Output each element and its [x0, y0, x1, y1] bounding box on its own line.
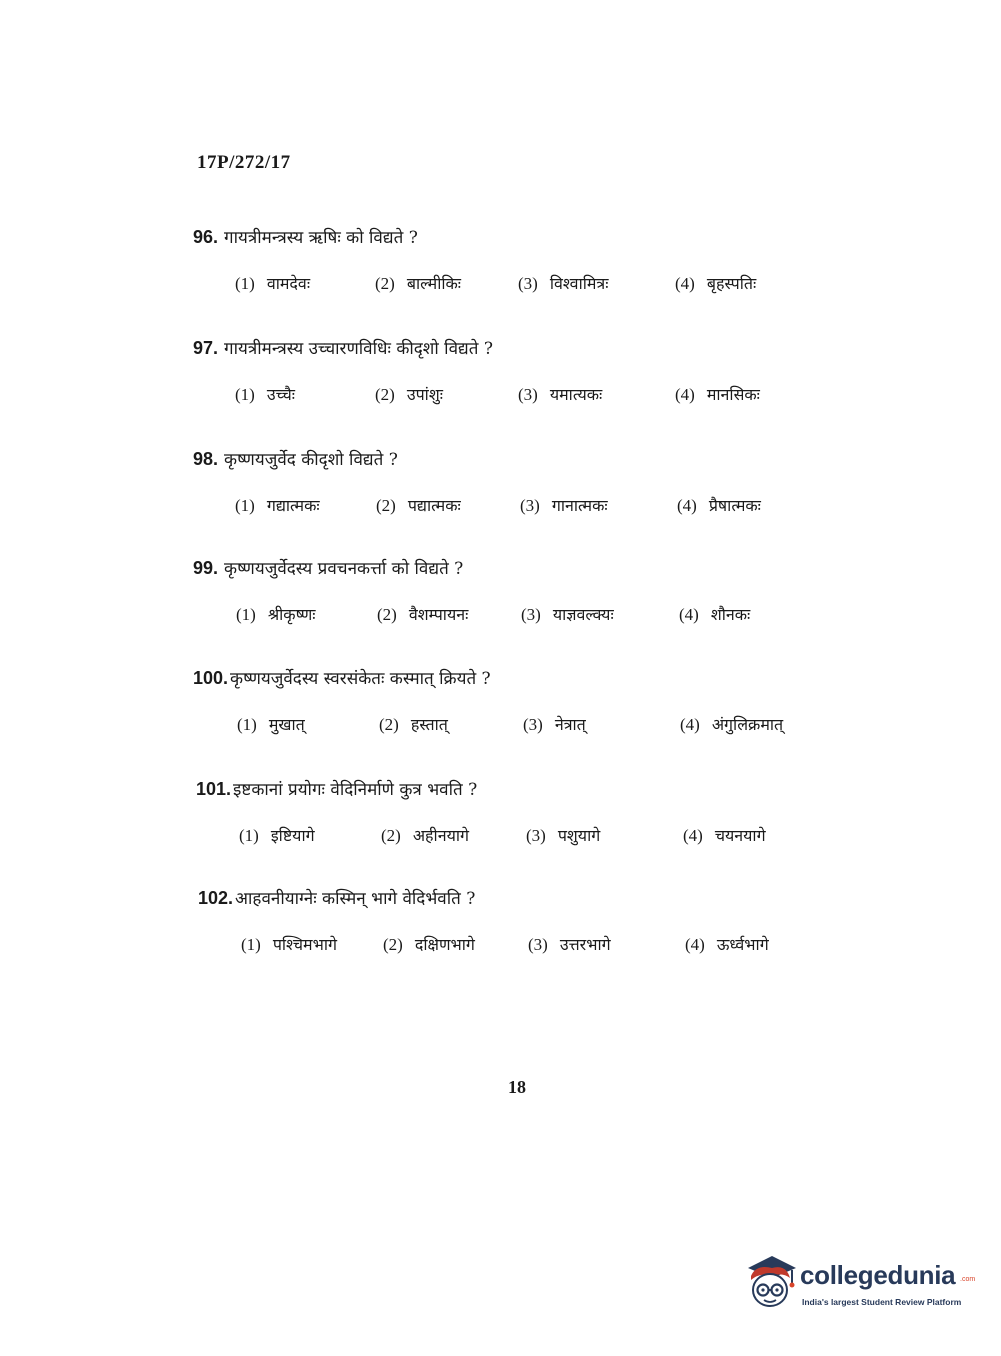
- options-row: [193, 603, 873, 631]
- options-row: [196, 824, 876, 852]
- option-1: [237, 713, 305, 735]
- options-row: [198, 933, 878, 961]
- option-text: अंगुलिक्रमात्: [711, 715, 784, 734]
- option-text: अहीनयागे: [412, 826, 470, 845]
- option-number: (2): [377, 605, 397, 624]
- option-number: (2): [379, 715, 399, 734]
- option-text: उपांशुः: [406, 385, 443, 404]
- option-3: [518, 272, 608, 294]
- page-number: 18: [508, 1077, 526, 1097]
- option-number: (4): [675, 385, 695, 404]
- option-text: बाल्मीकिः: [406, 274, 462, 293]
- question-99: [193, 556, 873, 631]
- option-text: विश्वामित्रः: [549, 274, 609, 293]
- option-text: मुखात्: [268, 715, 305, 734]
- option-number: (1): [235, 274, 255, 293]
- question-text: गायत्रीमन्त्रस्य उच्चारणविधिः कीदृशो विद्यते ?: [224, 339, 493, 359]
- option-1: [241, 933, 337, 955]
- brand-domain-suffix: .com: [960, 1276, 976, 1283]
- option-text: इष्टियागे: [270, 826, 315, 845]
- question-stem: [193, 556, 873, 581]
- question-100: [193, 666, 873, 741]
- option-number: (1): [235, 496, 255, 515]
- question-stem: [193, 666, 873, 691]
- option-3: [518, 383, 602, 405]
- option-text: मानसिकः: [706, 385, 760, 404]
- option-2: [375, 272, 461, 294]
- option-number: (2): [375, 385, 395, 404]
- option-text: हस्तात्: [410, 715, 448, 734]
- option-number: (4): [685, 935, 705, 954]
- option-number: (3): [518, 274, 538, 293]
- option-number: (3): [520, 496, 540, 515]
- option-text: उत्तरभागे: [559, 935, 611, 954]
- option-2: [377, 603, 468, 625]
- option-number: (3): [521, 605, 541, 624]
- question-number: 98.: [193, 449, 219, 469]
- option-4: [683, 824, 766, 846]
- option-text: उच्चैः: [266, 385, 296, 404]
- option-3: [526, 824, 600, 846]
- question-number: 99.: [193, 558, 219, 578]
- question-97: [193, 336, 873, 411]
- option-1: [236, 603, 316, 625]
- option-number: (3): [528, 935, 548, 954]
- option-number: (2): [375, 274, 395, 293]
- question-text: आहवनीयाग्नेः कस्मिन् भागे वेदिर्भवति ?: [235, 889, 476, 909]
- option-number: (4): [675, 274, 695, 293]
- option-2: [383, 933, 475, 955]
- option-2: [375, 383, 443, 405]
- question-text: इष्टकानां प्रयोगः वेदिनिर्माणे कुत्र भवति ?: [233, 780, 478, 800]
- question-number: 102.: [198, 888, 234, 908]
- question-102: [198, 886, 878, 961]
- option-3: [523, 713, 586, 735]
- question-number: 97.: [193, 338, 219, 358]
- option-4: [675, 383, 760, 405]
- question-96: [193, 225, 873, 300]
- paper-code: 17P/272/17: [197, 152, 291, 173]
- option-text: वैशम्पायनः: [408, 605, 469, 624]
- option-2: [379, 713, 448, 735]
- option-4: [675, 272, 756, 294]
- option-1: [235, 272, 310, 294]
- brand-name: collegedunia: [800, 1260, 956, 1290]
- option-text: ऊर्ध्वभागे: [716, 935, 769, 954]
- option-text: वामदेवः: [266, 274, 311, 293]
- option-text: शौनकः: [710, 605, 751, 624]
- option-text: पशुयागे: [557, 826, 601, 845]
- option-number: (1): [235, 385, 255, 404]
- option-text: श्रीकृष्णः: [267, 605, 316, 624]
- option-4: [679, 603, 750, 625]
- option-number: (2): [383, 935, 403, 954]
- question-number: 96.: [193, 227, 219, 247]
- option-text: चयनयागे: [714, 826, 766, 845]
- options-row: [193, 272, 873, 300]
- option-number: (1): [236, 605, 256, 624]
- options-row: [193, 713, 873, 741]
- option-3: [520, 494, 608, 516]
- option-text: दक्षिणभागे: [414, 935, 475, 954]
- question-98: [193, 447, 873, 522]
- option-1: [239, 824, 315, 846]
- option-2: [381, 824, 469, 846]
- option-3: [521, 603, 614, 625]
- option-text: याज्ञवल्क्यः: [552, 605, 614, 624]
- option-number: (1): [241, 935, 261, 954]
- question-text: कृष्णयजुर्वेदस्य स्वरसंकेतः कस्मात् क्रियते ?: [230, 669, 491, 689]
- option-number: (3): [526, 826, 546, 845]
- option-text: गानात्मकः: [551, 496, 608, 515]
- option-4: [677, 494, 761, 516]
- option-text: नेत्रात्: [554, 715, 586, 734]
- question-stem: [193, 447, 873, 472]
- question-stem: [196, 777, 876, 802]
- options-row: [193, 383, 873, 411]
- option-text: पद्यात्मकः: [407, 496, 461, 515]
- question-text: गायत्रीमन्त्रस्य ऋषिः को विद्यते ?: [224, 228, 418, 248]
- option-4: [685, 933, 769, 955]
- brand-watermark[interactable]: [742, 1250, 976, 1320]
- question-number: 101.: [196, 779, 232, 799]
- option-1: [235, 494, 320, 516]
- option-number: (3): [518, 385, 538, 404]
- option-1: [235, 383, 295, 405]
- option-text: प्रैषात्मकः: [708, 496, 761, 515]
- question-stem: [198, 886, 878, 911]
- question-stem: [193, 336, 873, 361]
- option-text: पश्चिमभागे: [272, 935, 337, 954]
- option-4: [680, 713, 783, 735]
- brand-tagline: India's largest Student Review Platform: [802, 1297, 962, 1307]
- option-2: [376, 494, 461, 516]
- option-number: (2): [376, 496, 396, 515]
- question-number: 100.: [193, 668, 229, 688]
- question-text: कृष्णयजुर्वेद कीदृशो विद्यते ?: [224, 450, 398, 470]
- option-text: बृहस्पतिः: [706, 274, 757, 293]
- option-number: (3): [523, 715, 543, 734]
- option-3: [528, 933, 611, 955]
- option-number: (4): [680, 715, 700, 734]
- option-text: गद्यात्मकः: [266, 496, 320, 515]
- option-number: (1): [239, 826, 259, 845]
- option-text: यमात्यकः: [549, 385, 603, 404]
- question-101: [196, 777, 876, 852]
- options-row: [193, 494, 873, 522]
- option-number: (4): [683, 826, 703, 845]
- option-number: (4): [677, 496, 697, 515]
- option-number: (1): [237, 715, 257, 734]
- question-stem: [193, 225, 873, 250]
- question-text: कृष्णयजुर्वेदस्य प्रवचनकर्त्ता को विद्यते ?: [224, 559, 464, 579]
- mascot-logo-icon: [742, 1250, 800, 1312]
- option-number: (2): [381, 826, 401, 845]
- option-number: (4): [679, 605, 699, 624]
